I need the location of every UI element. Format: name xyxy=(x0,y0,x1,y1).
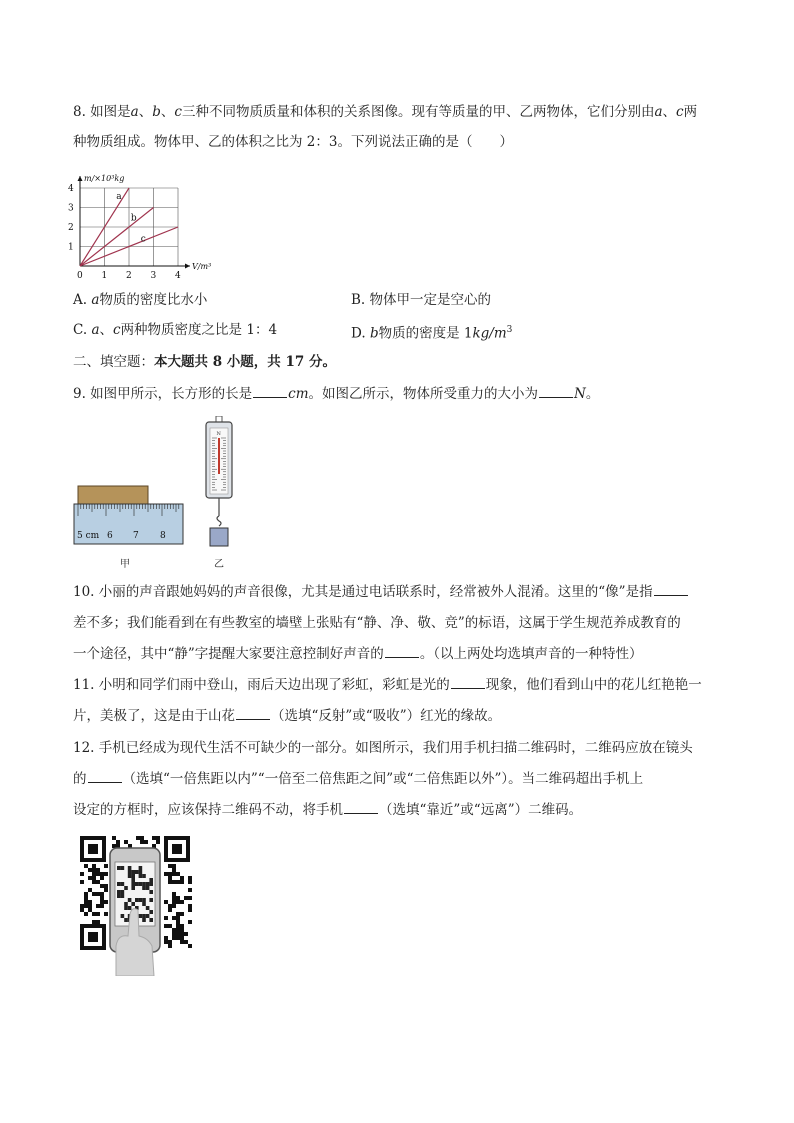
phone-qr-module xyxy=(149,910,153,914)
x-tick-label: 3 xyxy=(150,271,157,281)
phone-qr-module xyxy=(131,874,135,878)
var-c: c xyxy=(676,104,684,120)
qr-module xyxy=(180,932,184,936)
qr-module xyxy=(112,844,116,848)
var-c: c xyxy=(113,322,121,338)
x-axis-arrow xyxy=(185,264,190,269)
qr-module xyxy=(112,836,116,840)
qr-module xyxy=(180,928,184,932)
qr-module xyxy=(180,924,184,928)
q11-text: 11. 小明和同学们雨中登山，雨后天边出现了彩虹，彩虹是光的 xyxy=(73,677,450,693)
qr-module xyxy=(100,876,104,880)
phone-qr-module xyxy=(142,914,146,918)
phone-qr-module xyxy=(135,898,139,902)
answer-blank[interactable] xyxy=(654,583,688,596)
x-tick-label: 4 xyxy=(175,271,181,281)
qr-module xyxy=(152,836,156,840)
phone-qr-module xyxy=(128,906,132,910)
phone-qr-module xyxy=(142,918,146,922)
qr-module xyxy=(140,840,144,844)
phone-qr-module xyxy=(128,866,132,870)
qr-module xyxy=(88,904,92,908)
phone-qr-module xyxy=(131,870,135,874)
q10-line3 xyxy=(73,645,643,663)
qr-module xyxy=(188,880,192,884)
qr-module xyxy=(96,868,100,872)
qr-module xyxy=(80,904,84,908)
qr-module xyxy=(124,840,128,844)
qr-module xyxy=(172,904,176,908)
qr-module xyxy=(180,936,184,940)
phone-qr-module xyxy=(149,882,153,886)
q9-text xyxy=(73,385,599,403)
section-prefix: 二、填空题： xyxy=(73,354,154,370)
phone-qr-module xyxy=(117,890,121,894)
q8-text: 三种不同物质质量和体积的关系图像。现有等质量的甲、乙两物体，它们分别由 xyxy=(181,104,655,120)
scale-top-hook xyxy=(216,416,222,422)
qr-module xyxy=(172,896,176,900)
qr-module xyxy=(92,868,96,872)
qr-module xyxy=(176,924,180,928)
qr-module xyxy=(84,892,88,896)
qr-module xyxy=(84,864,88,868)
answer-blank[interactable] xyxy=(236,707,270,720)
q12-line3 xyxy=(73,801,582,819)
qr-module xyxy=(136,836,140,840)
y-tick-label: 2 xyxy=(68,223,74,233)
phone-qr-module xyxy=(139,914,143,918)
qr-module xyxy=(172,916,176,920)
qr-module xyxy=(172,932,176,936)
x-axis-label: V/m³ xyxy=(192,262,212,271)
ruler-figure xyxy=(73,484,185,546)
qr-module xyxy=(164,936,168,940)
phone-qr-module xyxy=(146,914,150,918)
phone-qr-module xyxy=(142,898,146,902)
qr-module xyxy=(172,900,176,904)
q11-text: 片，美极了，这是由于山花 xyxy=(73,708,235,724)
qr-finder-bottom-left xyxy=(80,924,106,950)
x-tick-label: 2 xyxy=(126,271,132,281)
qr-module xyxy=(104,900,108,904)
qr-module xyxy=(168,908,172,912)
option-a-text: 物质的密度比水小 xyxy=(99,292,208,308)
phone-qr-module xyxy=(139,874,143,878)
q8-text: 两 xyxy=(683,104,698,120)
unit: kg/m xyxy=(472,325,507,342)
qr-module xyxy=(176,932,180,936)
unit: N xyxy=(574,386,586,402)
q12-text: （选填“一倍焦距以内”“一倍至二倍焦距之间”或“二倍焦距以外”）。当二维码超出手机上 xyxy=(122,771,644,787)
qr-module xyxy=(156,836,160,840)
spring-scale-figure xyxy=(200,416,240,552)
x-tick-label: 1 xyxy=(101,271,108,281)
option-d-prefix: D. xyxy=(351,325,370,342)
qr-module xyxy=(188,896,192,900)
qr-module xyxy=(84,904,88,908)
phone-qr-module xyxy=(139,866,143,870)
qr-module xyxy=(168,864,172,868)
option-b[interactable]: B. 物体甲一定是空心的 xyxy=(351,292,492,308)
var-b: b xyxy=(369,325,379,342)
unit-sup: 3 xyxy=(506,325,513,335)
q12-text: （选填“靠近”或“远离”）二维码。 xyxy=(379,802,583,818)
section-info: 本大题共 8 小题，共 17 分。 xyxy=(154,354,336,370)
figure-label-jia: 甲 xyxy=(120,559,130,570)
qr-module xyxy=(96,904,100,908)
qr-module xyxy=(84,896,88,900)
qr-module xyxy=(176,928,180,932)
qr-module xyxy=(164,940,168,944)
qr-module xyxy=(88,908,92,912)
qr-module xyxy=(184,896,188,900)
var-a: a xyxy=(91,322,100,338)
sep: 、 xyxy=(160,104,175,120)
qr-module xyxy=(96,892,100,896)
answer-blank[interactable] xyxy=(253,385,287,398)
qr-module xyxy=(168,872,172,876)
qr-module xyxy=(172,868,176,872)
q11-line2 xyxy=(73,707,501,725)
phone-qr-module xyxy=(121,914,125,918)
answer-blank[interactable] xyxy=(88,770,122,783)
qr-finder-top-left xyxy=(80,836,106,862)
mass-volume-chart xyxy=(66,160,236,282)
qr-module xyxy=(100,904,104,908)
q10-text: 10. 小丽的声音跟她妈妈的声音很像，尤其是通过电话联系时，经常被外人混淆。这里的“像”是指 xyxy=(73,584,653,600)
ruler-label-7: 7 xyxy=(133,531,139,541)
ruler-label-6: 6 xyxy=(107,531,113,541)
qr-module xyxy=(116,840,120,844)
qr-module xyxy=(188,876,192,880)
q9-part1: 9. 如图甲所示，长方形的长是 xyxy=(73,386,253,402)
qr-module xyxy=(96,920,100,924)
qr-module xyxy=(168,944,172,948)
series-label-a: a xyxy=(116,191,122,202)
qr-module xyxy=(180,880,184,884)
phone-qr-module xyxy=(131,882,135,886)
phone-qr-module xyxy=(124,902,128,906)
qr-module xyxy=(168,876,172,880)
qr-module xyxy=(100,892,104,896)
qr-module xyxy=(92,892,96,896)
qr-module xyxy=(104,884,108,888)
answer-blank[interactable] xyxy=(385,645,419,658)
qr-module xyxy=(92,864,96,868)
qr-module xyxy=(176,936,180,940)
phone-qr-module xyxy=(121,890,125,894)
qr-module xyxy=(96,880,100,884)
answer-blank[interactable] xyxy=(344,801,378,814)
q11-text: （选填“反射”或“吸收”）红光的缘故。 xyxy=(271,708,502,724)
qr-module xyxy=(176,880,180,884)
var-a: a xyxy=(91,292,100,308)
q10-line2: 差不多；我们能看到在有些教室的墙壁上张贴有“静、净、敬、竞”的标语，这属于学生规范养成教育的 xyxy=(73,615,681,631)
phone-qr-module xyxy=(124,918,128,922)
wood-block xyxy=(78,486,148,504)
qr-module xyxy=(104,888,108,892)
qr-module xyxy=(164,924,168,928)
qr-module xyxy=(88,900,92,904)
phone-qr-module xyxy=(149,898,153,902)
var-c: c xyxy=(174,104,182,120)
q10-text: 。（以上两处均选填声音的一种特性） xyxy=(419,646,643,662)
answer-blank[interactable] xyxy=(451,676,485,689)
qr-module xyxy=(104,872,108,876)
phone-qr-module xyxy=(124,886,128,890)
qr-module xyxy=(176,900,180,904)
qr-module xyxy=(88,868,92,872)
option-c[interactable] xyxy=(73,321,277,339)
phone-qr-module xyxy=(139,882,143,886)
q12-line1: 12. 手机已经成为现代生活不可缺少的一部分。如图所示，我们用手机扫描二维码时，二维码应放在镜头 xyxy=(73,740,693,756)
q8-line1 xyxy=(73,103,697,121)
qr-module xyxy=(100,872,104,876)
qr-module xyxy=(168,904,172,908)
phone-qr-module xyxy=(117,866,121,870)
phone-qr-module xyxy=(128,874,132,878)
qr-module xyxy=(172,928,176,932)
qr-module xyxy=(180,940,184,944)
var-b: b xyxy=(152,104,161,120)
qr-module xyxy=(188,904,192,908)
scale-hook-curve xyxy=(217,516,221,526)
qr-finder-top-right xyxy=(164,836,190,862)
qr-module xyxy=(92,912,96,916)
qr-module xyxy=(176,912,180,916)
qr-module xyxy=(88,888,92,892)
phone-qr-module xyxy=(117,882,121,886)
phone-qr-module xyxy=(131,886,135,890)
phone-qr-module xyxy=(142,886,146,890)
qr-module xyxy=(176,872,180,876)
phone-qr-module xyxy=(128,870,132,874)
qr-module xyxy=(176,920,180,924)
q8-line2: 种物质组成。物体甲、乙的体积之比为 2：3。下列说法正确的是（ ） xyxy=(73,134,513,150)
phone-qr-module xyxy=(139,870,143,874)
qr-module xyxy=(172,880,176,884)
option-d[interactable] xyxy=(351,321,512,343)
phone-qr-module xyxy=(121,882,125,886)
q12-text: 设定的方框时，应该保持二维码不动，将手机 xyxy=(73,802,343,818)
qr-module xyxy=(168,924,172,928)
phone-qr-module xyxy=(142,902,146,906)
qr-module xyxy=(92,876,96,880)
phone-qr-module xyxy=(142,874,146,878)
option-a[interactable] xyxy=(73,291,207,309)
qr-module xyxy=(80,908,84,912)
var-a: a xyxy=(654,104,663,120)
qr-module xyxy=(92,872,96,876)
qr-module xyxy=(184,940,188,944)
phone-qr-module xyxy=(121,894,125,898)
phone-qr-module xyxy=(131,878,135,882)
qr-module xyxy=(100,896,104,900)
qr-module xyxy=(168,940,172,944)
figure-label-yi: 乙 xyxy=(214,559,224,570)
qr-module xyxy=(84,900,88,904)
phone-qr-module xyxy=(139,898,143,902)
option-c-prefix: C. xyxy=(73,322,92,338)
unit: cm xyxy=(288,386,309,402)
phone-qr-module xyxy=(124,906,128,910)
phone-qr-module xyxy=(146,906,150,910)
y-tick-label: 1 xyxy=(68,242,74,253)
qr-module xyxy=(180,912,184,916)
option-c-text: 两种物质密度之比是 1：4 xyxy=(120,322,278,338)
qr-module xyxy=(168,880,172,884)
x-tick-label: 0 xyxy=(77,271,83,281)
phone-qr-module xyxy=(142,882,146,886)
phone-qr-module xyxy=(128,898,132,902)
qr-module xyxy=(164,916,168,920)
qr-module xyxy=(92,920,96,924)
phone-qr-module xyxy=(146,882,150,886)
phone-qr-module xyxy=(135,870,139,874)
q10-text: 一个途径，其中“静”字提醒大家要注意控制好声音的 xyxy=(73,646,384,662)
qr-module xyxy=(104,912,108,916)
phone-qr-module xyxy=(149,878,153,882)
qr-module xyxy=(96,872,100,876)
sep: 、 xyxy=(138,104,153,120)
qr-module xyxy=(176,896,180,900)
qr-module xyxy=(180,876,184,880)
q10-line1 xyxy=(73,583,689,601)
phone-qr-module xyxy=(135,882,139,886)
q9-part2: 。如图乙所示，物体所受重力的大小为 xyxy=(308,386,539,402)
qr-module xyxy=(88,876,92,880)
sep: 、 xyxy=(99,322,113,338)
option-d-text: 物质的密度是 1 xyxy=(378,325,473,342)
qr-module xyxy=(188,920,192,924)
qr-module xyxy=(100,884,104,888)
qr-module xyxy=(100,900,104,904)
qr-module xyxy=(80,872,84,876)
answer-blank[interactable] xyxy=(539,385,573,398)
qr-module xyxy=(176,916,180,920)
hanging-weight xyxy=(210,528,228,546)
y-tick-label: 3 xyxy=(68,203,74,214)
series-label-c: c xyxy=(140,234,146,245)
y-axis-arrow xyxy=(78,176,83,181)
qr-module xyxy=(172,892,176,896)
option-a-prefix: A. xyxy=(73,292,92,308)
phone-qr-module xyxy=(146,886,150,890)
qr-module xyxy=(140,836,144,840)
sep: 、 xyxy=(662,104,677,120)
qr-module xyxy=(96,912,100,916)
q11-line1 xyxy=(73,676,702,694)
qr-module xyxy=(172,872,176,876)
phone-qr-module xyxy=(131,902,135,906)
q8-text: 8. 如图是 xyxy=(73,104,131,120)
qr-module xyxy=(84,912,88,916)
q12-text: 的 xyxy=(73,771,87,787)
qr-module xyxy=(188,888,192,892)
phone-qr-module xyxy=(121,866,125,870)
phone-qr-module xyxy=(149,890,153,894)
q11-text: 现象，他们看到山中的花儿红艳艳一 xyxy=(485,677,702,693)
qr-module xyxy=(188,908,192,912)
section-heading xyxy=(73,353,336,371)
scale-pointer xyxy=(218,438,220,474)
qr-module xyxy=(80,880,84,884)
y-tick-label: 4 xyxy=(68,184,74,194)
qr-module xyxy=(172,864,176,868)
ruler-label-8: 8 xyxy=(160,531,166,541)
qr-module xyxy=(184,932,188,936)
y-axis-label: m/×10³kg xyxy=(84,174,125,183)
scale-unit: N xyxy=(216,431,221,437)
phone-qr-module xyxy=(149,918,153,922)
phone-qr-module xyxy=(117,894,121,898)
qr-module xyxy=(156,840,160,844)
qr-module xyxy=(180,900,184,904)
series-label-b: b xyxy=(130,213,137,224)
qr-module xyxy=(144,840,148,844)
qr-module xyxy=(164,900,168,904)
qr-module xyxy=(104,864,108,868)
q9-part3: 。 xyxy=(585,386,600,402)
chart-labels xyxy=(68,174,211,281)
var-a: a xyxy=(130,104,139,120)
ruler-label-5: 5 cm xyxy=(77,531,100,541)
qr-phone-figure xyxy=(78,834,193,976)
qr-module xyxy=(92,880,96,884)
q12-line2 xyxy=(73,770,643,788)
qr-module xyxy=(188,944,192,948)
qr-module xyxy=(164,872,168,876)
qr-module xyxy=(172,936,176,940)
